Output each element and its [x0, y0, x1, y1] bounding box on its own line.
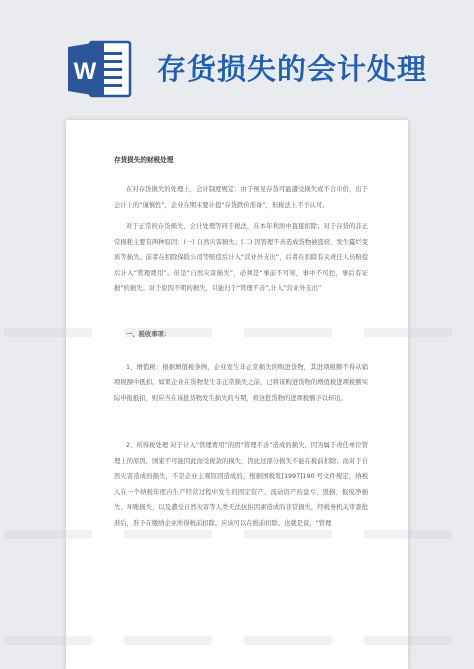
document-body — [114, 154, 368, 531]
header — [0, 0, 474, 118]
document-page — [66, 120, 408, 669]
document-title: 存货损失的财税处理 — [114, 156, 174, 164]
word-icon — [68, 38, 132, 100]
svg-text:W: W — [73, 58, 97, 85]
page-title: 存货损失的会计处理 — [157, 52, 428, 86]
paragraph: 在对存货损失的处理上，会计制度规定：由于预见存货可能遭受损失或不合市价，出于会计上的“谨慎性”，企业在期末要计提“存货跌价准备”，但税法上不予认可。 — [114, 186, 368, 209]
paragraph: 1、增值税：根据增值税条例，企业发生非正常损失的购进货物，其进项税额不得从销项税额中抵扣。如果企业在货物发生非正常损失之前，已将该购进货物的增值税进项税额实际申报抵扣，则应当在该批货物发生损失的当期，将这批货物的进项税额予以转出。 — [114, 363, 368, 402]
paragraph: 2、所得税处理 对于计入“管理费用”的因“管理不善”造成的损失，因为属于责任单位管理上的原因，国家不可能因此而受税款的损失，因此这部分损失不能在税前扣除；而对于自然灾害造成的损失，不是企业主观原因造成的，根据国税发[1997]190 号文件规定，纳税人在一个纳税年度内生产经营过程中发生的固定资产、流动资产的盘亏、毁损、报废净损失、坏账损失，以及遭受自然灾害等人类无法抗拒因素造成的非常损失，经税务机关审查批准后，准予在缴纳企业所得税前扣除。应该可以在税前扣除。也就是说，“管理 — [114, 442, 368, 527]
section-heading: 一、税收事项： — [126, 330, 171, 338]
paragraph: 对于正常的存货损失，会计处理等同于税法，在本年利润中直接扣除；对于存货的非正常损耗主要有两种原因：(一) 自然灾害损失；(二) 因管理不善造成货物被盗窃、发生霉烂变质等损失。前者在扣除保险公司等赔偿后计入“营业外支出”，后者在扣除有关责任人员赔偿后计入“管理费用”。但是“自然灾害损失”，必须是“事前不可知，事中不可控，事后有证据”的损失。对于原因不明的损失，只能归于“管理不善”,计入“营业外支出” — [114, 223, 368, 292]
